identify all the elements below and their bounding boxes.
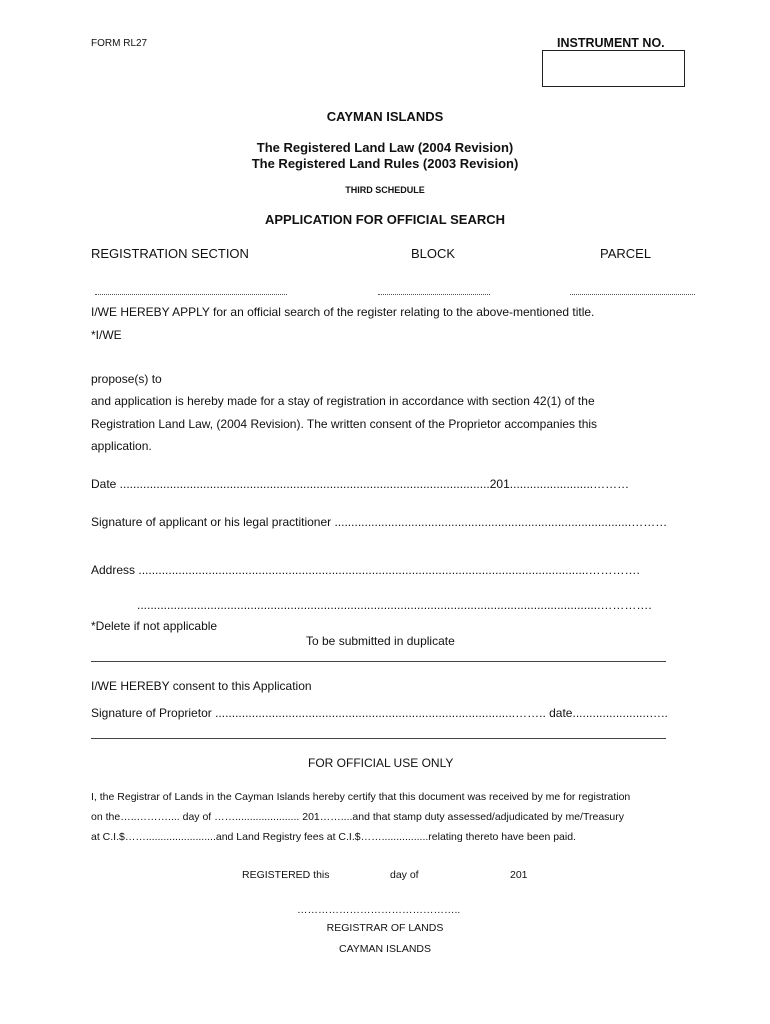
application-line-1: I/WE HEREBY APPLY for an official search of the register relating to the above-mentioned title. (91, 305, 595, 319)
official-use-heading: FOR OFFICIAL USE ONLY (308, 756, 454, 770)
delete-note: *Delete if not applicable (91, 619, 218, 633)
registered-this-label: REGISTERED this (242, 869, 330, 881)
section-divider-1 (91, 661, 666, 662)
address-field-line-1[interactable]: Address .......................................................................................................................................…………. (91, 563, 640, 577)
law-title-line-2: The Registered Land Rules (2003 Revision) (251, 156, 519, 171)
proprietor-signature-field[interactable]: Signature of Proprietor ..........................................................................................…….. date.......................….. (91, 706, 668, 720)
registrar-title: REGISTRAR OF LANDS (326, 922, 444, 934)
date-field[interactable]: Date ...............................................................................................................201.........................……… (91, 477, 630, 491)
parcel-field[interactable] (570, 294, 695, 295)
consent-line: I/WE HEREBY consent to this Application (91, 679, 312, 693)
block-label: BLOCK (411, 246, 456, 261)
section-divider-2 (91, 738, 666, 739)
schedule-label: THIRD SCHEDULE (345, 185, 425, 195)
application-line-6: application. (91, 439, 152, 453)
country-heading: CAYMAN ISLANDS (326, 109, 444, 124)
form-code: FORM RL27 (91, 38, 148, 49)
registrar-country: CAYMAN ISLANDS (339, 943, 431, 955)
parcel-label: PARCEL (600, 246, 652, 261)
application-line-5: Registration Land Law, (2004 Revision). The written consent of the Proprietor accompanies this (91, 417, 598, 431)
law-title-line-1: The Registered Land Law (2004 Revision) (256, 140, 514, 155)
duplicate-note: To be submitted in duplicate (306, 634, 455, 648)
application-line-4: and application is hereby made for a stay of registration in accordance with section 42(1) of the (91, 394, 595, 408)
address-field-line-2[interactable]: ...........................................................................................................................................…………. (137, 598, 652, 612)
registrar-certify-line-3: at C.I.$……........................and Land Registry fees at C.I.$……................relating thereto have been paid. (91, 831, 576, 843)
application-title: APPLICATION FOR OFFICIAL SEARCH (264, 212, 506, 227)
registration-section-label: REGISTRATION SECTION (91, 246, 249, 261)
year-label: 201 (510, 869, 528, 881)
instrument-number-label: INSTRUMENT NO. (557, 36, 665, 50)
instrument-number-box[interactable] (542, 50, 685, 87)
registrar-certify-line-1: I, the Registrar of Lands in the Cayman Islands hereby certify that this document was received by me for registration (91, 791, 631, 803)
applicant-names-label: *I/WE (91, 328, 122, 342)
proposes-label: propose(s) to (91, 372, 162, 386)
registration-section-field[interactable] (95, 294, 287, 295)
registrar-signature-line[interactable]: ……………………………………….. (297, 904, 461, 916)
day-of-label: day of (390, 869, 419, 881)
block-field[interactable] (378, 294, 490, 295)
registrar-certify-line-2: on the…..……….... day of ……...................... 201……....and that stamp duty assessed/adjudicated by me/Treasury (91, 811, 625, 823)
applicant-signature-field[interactable]: Signature of applicant or his legal practitioner .........................................................................................……… (91, 515, 668, 529)
